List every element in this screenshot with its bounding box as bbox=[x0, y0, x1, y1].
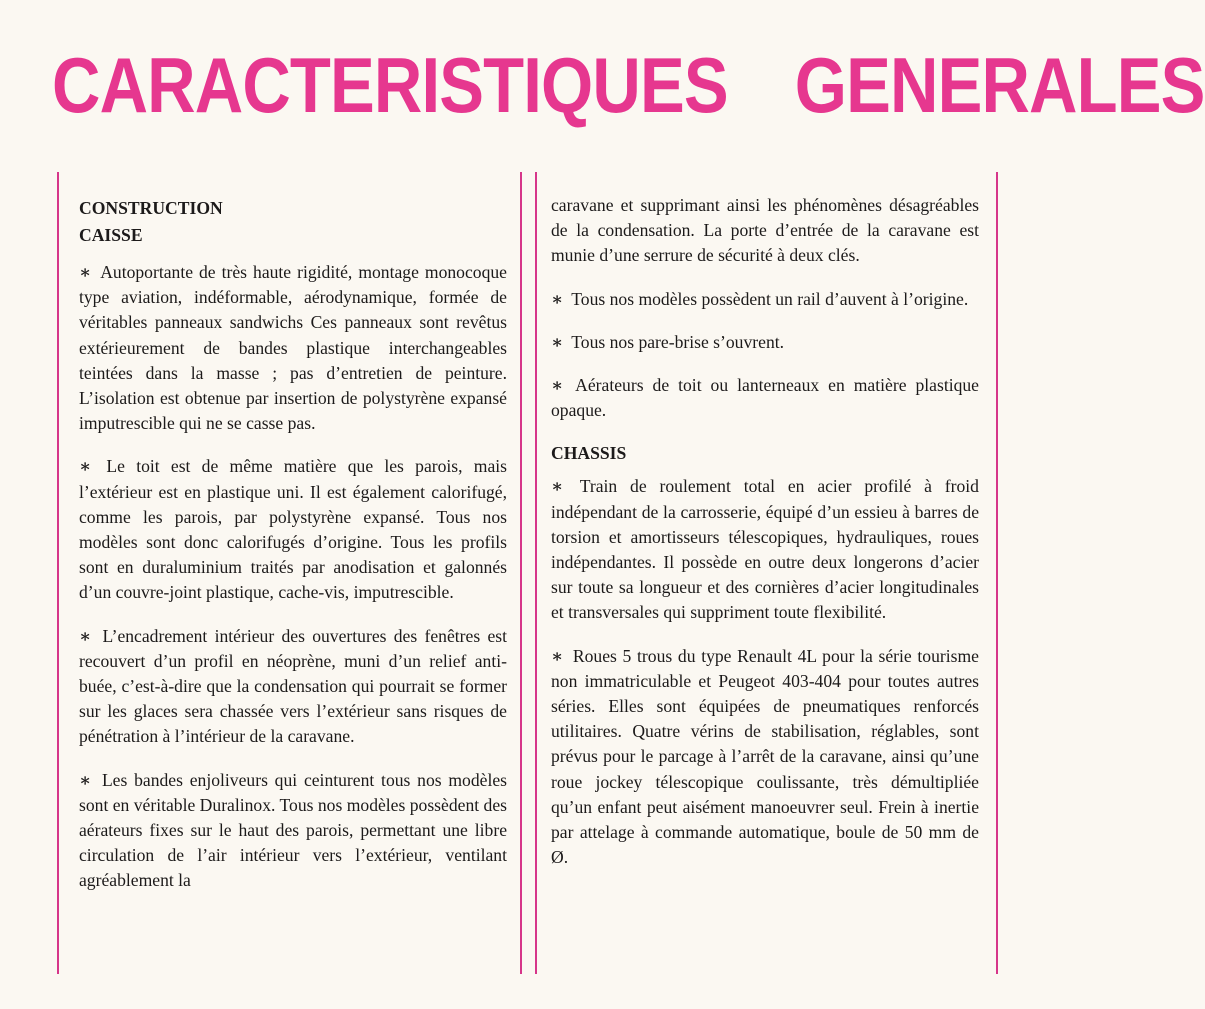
left-border-rule bbox=[57, 172, 59, 974]
center-border-rule-2 bbox=[535, 172, 537, 974]
bullet-star-icon: ∗ bbox=[551, 375, 564, 396]
paragraph: ∗ Roues 5 trous du type Renault 4L pour la série tourisme non immatriculable et Peugeot 403-404 pour toutes autres séries. Elles sont équipées de pneumatiques renforcés utilitaires. Quatre vérins de stabilisation, réglables, sont prévus pour le parcage à l’arrêt de la caravane, ainsi qu’une roue jockey télescopique coulissante, très démultipliée qu’un enfant peut aisément manoeuvrer seul. Frein à inertie par attelage à commande automatique, boule de 50 mm de Ø. bbox=[551, 645, 979, 868]
paragraph: ∗ Tous nos pare-brise s’ouvrent. bbox=[551, 331, 785, 352]
title-part-2: GENERALES bbox=[794, 41, 1205, 129]
section-heading-caisse: CAISSE bbox=[79, 225, 143, 245]
paragraph: ∗ L’encadrement intérieur des ouvertures des fenêtres est recouvert d’un profil en néoprène, muni d’un relief anti-buée, c’est-à-dire que la condensation qui pourrait se former sur les glaces sera chassée vers l’extérieur sans risques de pénétration à l’intérieur de la caravane. bbox=[79, 625, 507, 747]
paragraph: ∗ Autoportante de très haute rigidité, montage monocoque type aviation, indéformable, aérodynamique, formée de véritables panneaux sandwichs Ces panneaux sont revêtus extérieurement de bandes plastique interchangeables teintées dans la masse ; pas d’entretien de peinture. L’isolation est obtenue par insertion de polystyrène expansé imputrescible qui ne se casse pas. bbox=[79, 262, 507, 434]
center-border-rule-1 bbox=[520, 172, 522, 974]
paragraph: ∗ Tous nos modèles possèdent un rail d’auvent à l’origine. bbox=[551, 288, 969, 309]
bullet-star-icon: ∗ bbox=[551, 331, 564, 352]
bullet-star-icon: ∗ bbox=[79, 625, 92, 646]
paragraph: ∗ Train de roulement total en acier profilé à froid indépendant de la carrosserie, équipé d’un essieu à barres de torsion et amortisseurs télescopiques, hydrauliques, roues indépendantes. Il possède en outre deux longerons d’acier sur toute sa longueur et des cornières d’acier longitudinales et transversales qui suppriment toute flexibilité. bbox=[551, 476, 979, 623]
left-column bbox=[79, 196, 507, 912]
paragraph: ∗ Les bandes enjoliveurs qui ceinturent tous nos modèles sont en véritable Duralinox. Tous nos modèles possèdent des aérateurs fixes sur le haut des parois, permettant une libre circulation de l’air intérieur vers l’extérieur, ventilant agréablement la bbox=[79, 769, 507, 891]
title-part-1: CARACTERISTIQUES bbox=[52, 41, 728, 129]
right-border-rule bbox=[996, 172, 998, 974]
paragraph: ∗ Le toit est de même matière que les parois, mais l’extérieur est en plastique uni. Il est également calorifugé, comme les parois, par polystyrène expansé. Tous nos modèles sont donc calorifugés d’origine. Tous les profils sont en duraluminium traités par anodisation et galonnés d’un couvre-joint plastique, cache-vis, imputrescible. bbox=[79, 456, 508, 603]
bullet-star-icon: ∗ bbox=[551, 645, 564, 666]
page-title bbox=[52, 40, 1205, 130]
bullet-star-icon: ∗ bbox=[79, 456, 92, 477]
section-heading-chassis: CHASSIS bbox=[551, 443, 627, 464]
bullet-star-icon: ∗ bbox=[79, 262, 92, 282]
right-column bbox=[551, 193, 979, 888]
paragraph: ∗ Aérateurs de toit ou lanterneaux en matière plastique opaque. bbox=[551, 375, 979, 421]
section-heading-construction: CONSTRUCTION bbox=[79, 198, 223, 218]
bullet-star-icon: ∗ bbox=[551, 288, 564, 309]
bullet-star-icon: ∗ bbox=[79, 769, 92, 790]
bullet-star-icon: ∗ bbox=[551, 476, 564, 497]
paragraph-continuation: caravane et supprimant ainsi les phénomènes désagréables de la condensation. La porte d’entrée de la caravane est munie d’une serrure de sécurité à deux clés. bbox=[551, 195, 979, 266]
